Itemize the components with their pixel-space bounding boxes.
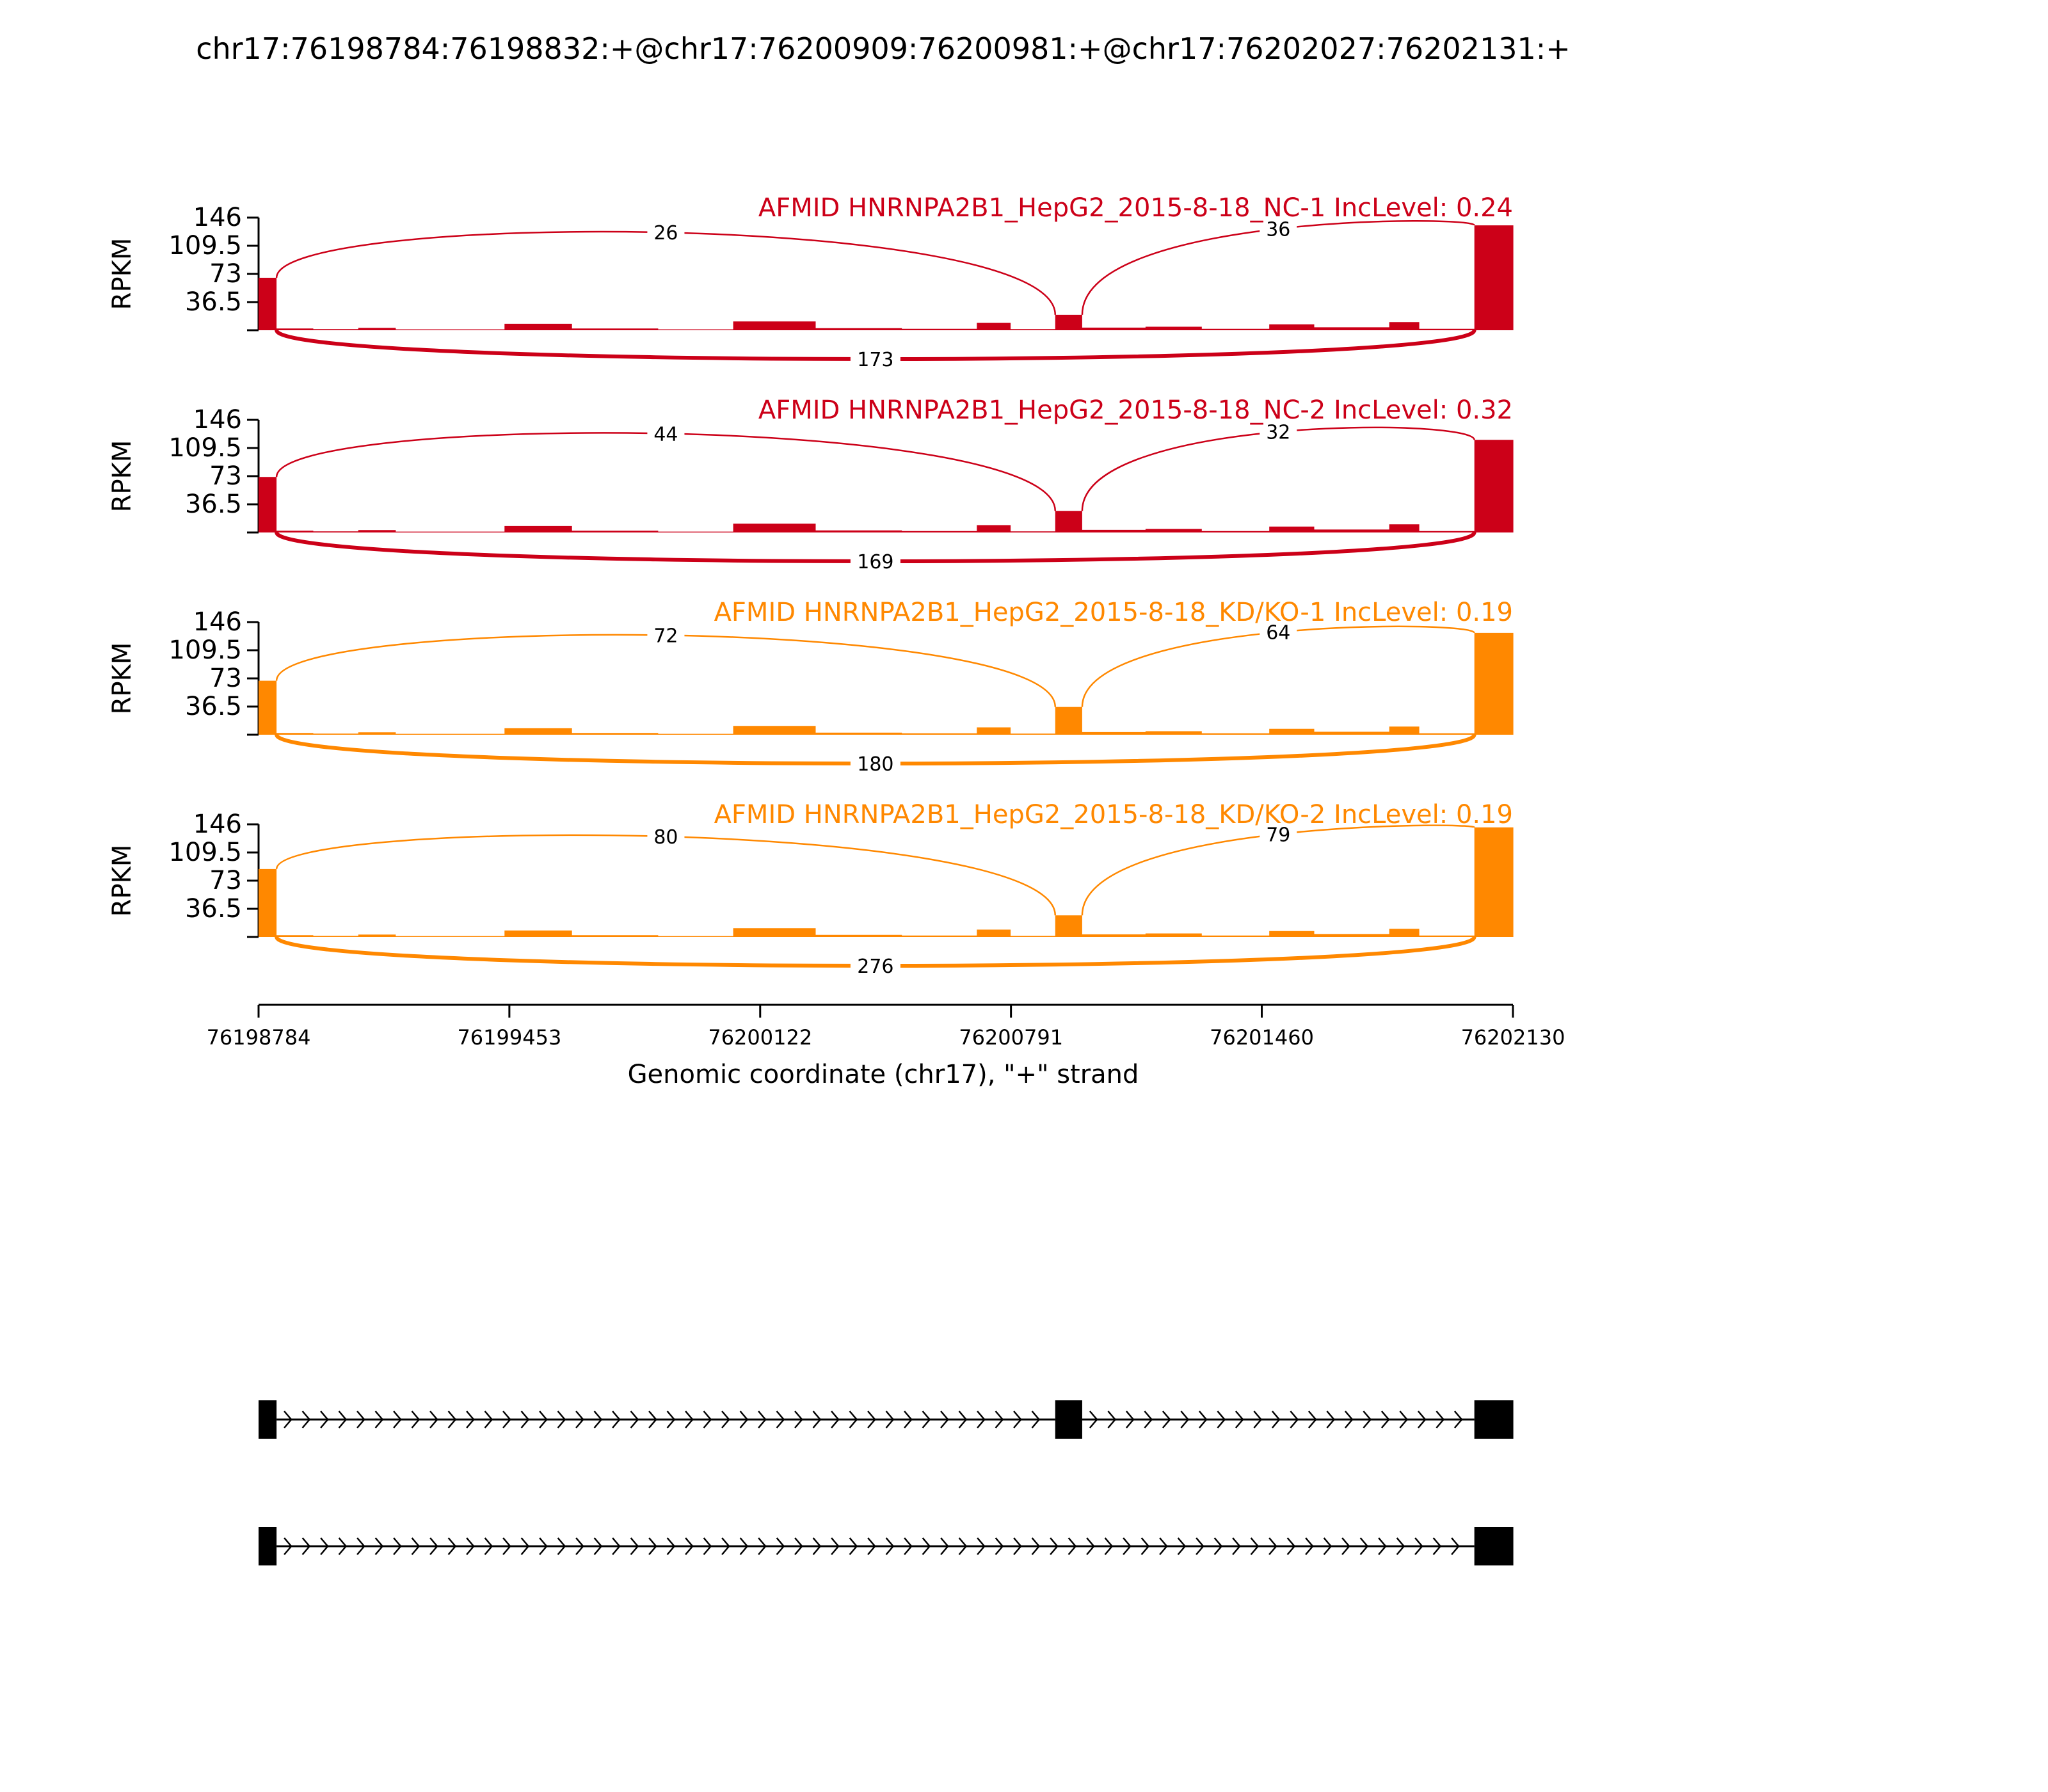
y-tick-label: 146 (193, 810, 242, 839)
coverage-area (259, 828, 1514, 937)
exon-block (259, 1527, 276, 1565)
coverage-panels (108, 193, 1514, 979)
junction-count-label: 80 (653, 826, 678, 849)
y-axis-label: RPKM (108, 440, 137, 513)
y-tick-label: 146 (193, 203, 242, 232)
y-tick-label: 109.5 (168, 433, 242, 463)
coverage-area (259, 225, 1514, 330)
junction-count-label: 64 (1266, 621, 1291, 644)
junction-count-label: 72 (653, 625, 678, 648)
junction-count-label: 180 (857, 753, 894, 776)
panel-3 (108, 598, 1514, 776)
x-tick-label: 76198784 (206, 1025, 311, 1050)
y-tick-label: 73 (209, 866, 242, 895)
junction-count-label: 26 (653, 222, 678, 245)
junction-count-label: 169 (857, 551, 894, 573)
exon-block (1055, 1400, 1082, 1439)
y-tick-label: 36.5 (184, 490, 242, 519)
y-tick-label: 36.5 (184, 287, 242, 317)
sample-label: AFMID HNRNPA2B1_HepG2_2015-8-18_NC-1 IncLevel: 0.24 (758, 193, 1513, 223)
x-axis (207, 1005, 1565, 1050)
junction-count-label: 44 (653, 423, 678, 446)
exon-block (1475, 1527, 1514, 1565)
y-axis-label: RPKM (108, 237, 137, 310)
x-tick-label: 76199453 (457, 1025, 562, 1050)
x-tick-label: 76200791 (959, 1025, 1064, 1050)
junction-count-label: 276 (857, 956, 894, 978)
panel-1 (108, 193, 1514, 372)
sample-label: AFMID HNRNPA2B1_HepG2_2015-8-18_NC-2 IncLevel: 0.32 (758, 396, 1513, 425)
y-tick-label: 73 (209, 259, 242, 289)
x-tick-label: 76200122 (708, 1025, 813, 1050)
coverage-area (259, 440, 1514, 532)
junction-count-label: 79 (1266, 824, 1291, 847)
y-tick-label: 73 (209, 461, 242, 491)
junction-count-label: 32 (1266, 421, 1291, 444)
x-tick-label: 76202130 (1460, 1025, 1565, 1050)
exon-block (1475, 1400, 1514, 1439)
junction-count-label: 36 (1266, 218, 1291, 241)
x-axis-label: Genomic coordinate (chr17), "+" strand (627, 1060, 1139, 1089)
sample-label: AFMID HNRNPA2B1_HepG2_2015-8-18_KD/KO-2 IncLevel: 0.19 (714, 800, 1513, 829)
panel-4 (108, 800, 1514, 979)
isoform-track (259, 1400, 1514, 1565)
y-tick-label: 109.5 (168, 838, 242, 867)
y-tick-label: 146 (193, 405, 242, 435)
figure-title: chr17:76198784:76198832:+@chr17:76200909:76200981:+@chr17:76202027:76202131:+ (196, 31, 1571, 66)
isoform-1 (259, 1400, 1514, 1439)
junction-count-label: 173 (857, 349, 894, 371)
panel-2 (108, 396, 1514, 574)
sample-label: AFMID HNRNPA2B1_HepG2_2015-8-18_KD/KO-1 IncLevel: 0.19 (714, 598, 1513, 627)
y-tick-label: 36.5 (184, 894, 242, 924)
exon-block (259, 1400, 276, 1439)
y-axis-label: RPKM (108, 844, 137, 917)
y-tick-label: 109.5 (168, 636, 242, 665)
x-tick-label: 76201460 (1210, 1025, 1314, 1050)
isoform-2 (259, 1527, 1514, 1565)
y-tick-label: 109.5 (168, 231, 242, 260)
y-tick-label: 146 (193, 607, 242, 637)
y-tick-label: 73 (209, 664, 242, 693)
y-tick-label: 36.5 (184, 692, 242, 721)
y-axis-label: RPKM (108, 642, 137, 715)
